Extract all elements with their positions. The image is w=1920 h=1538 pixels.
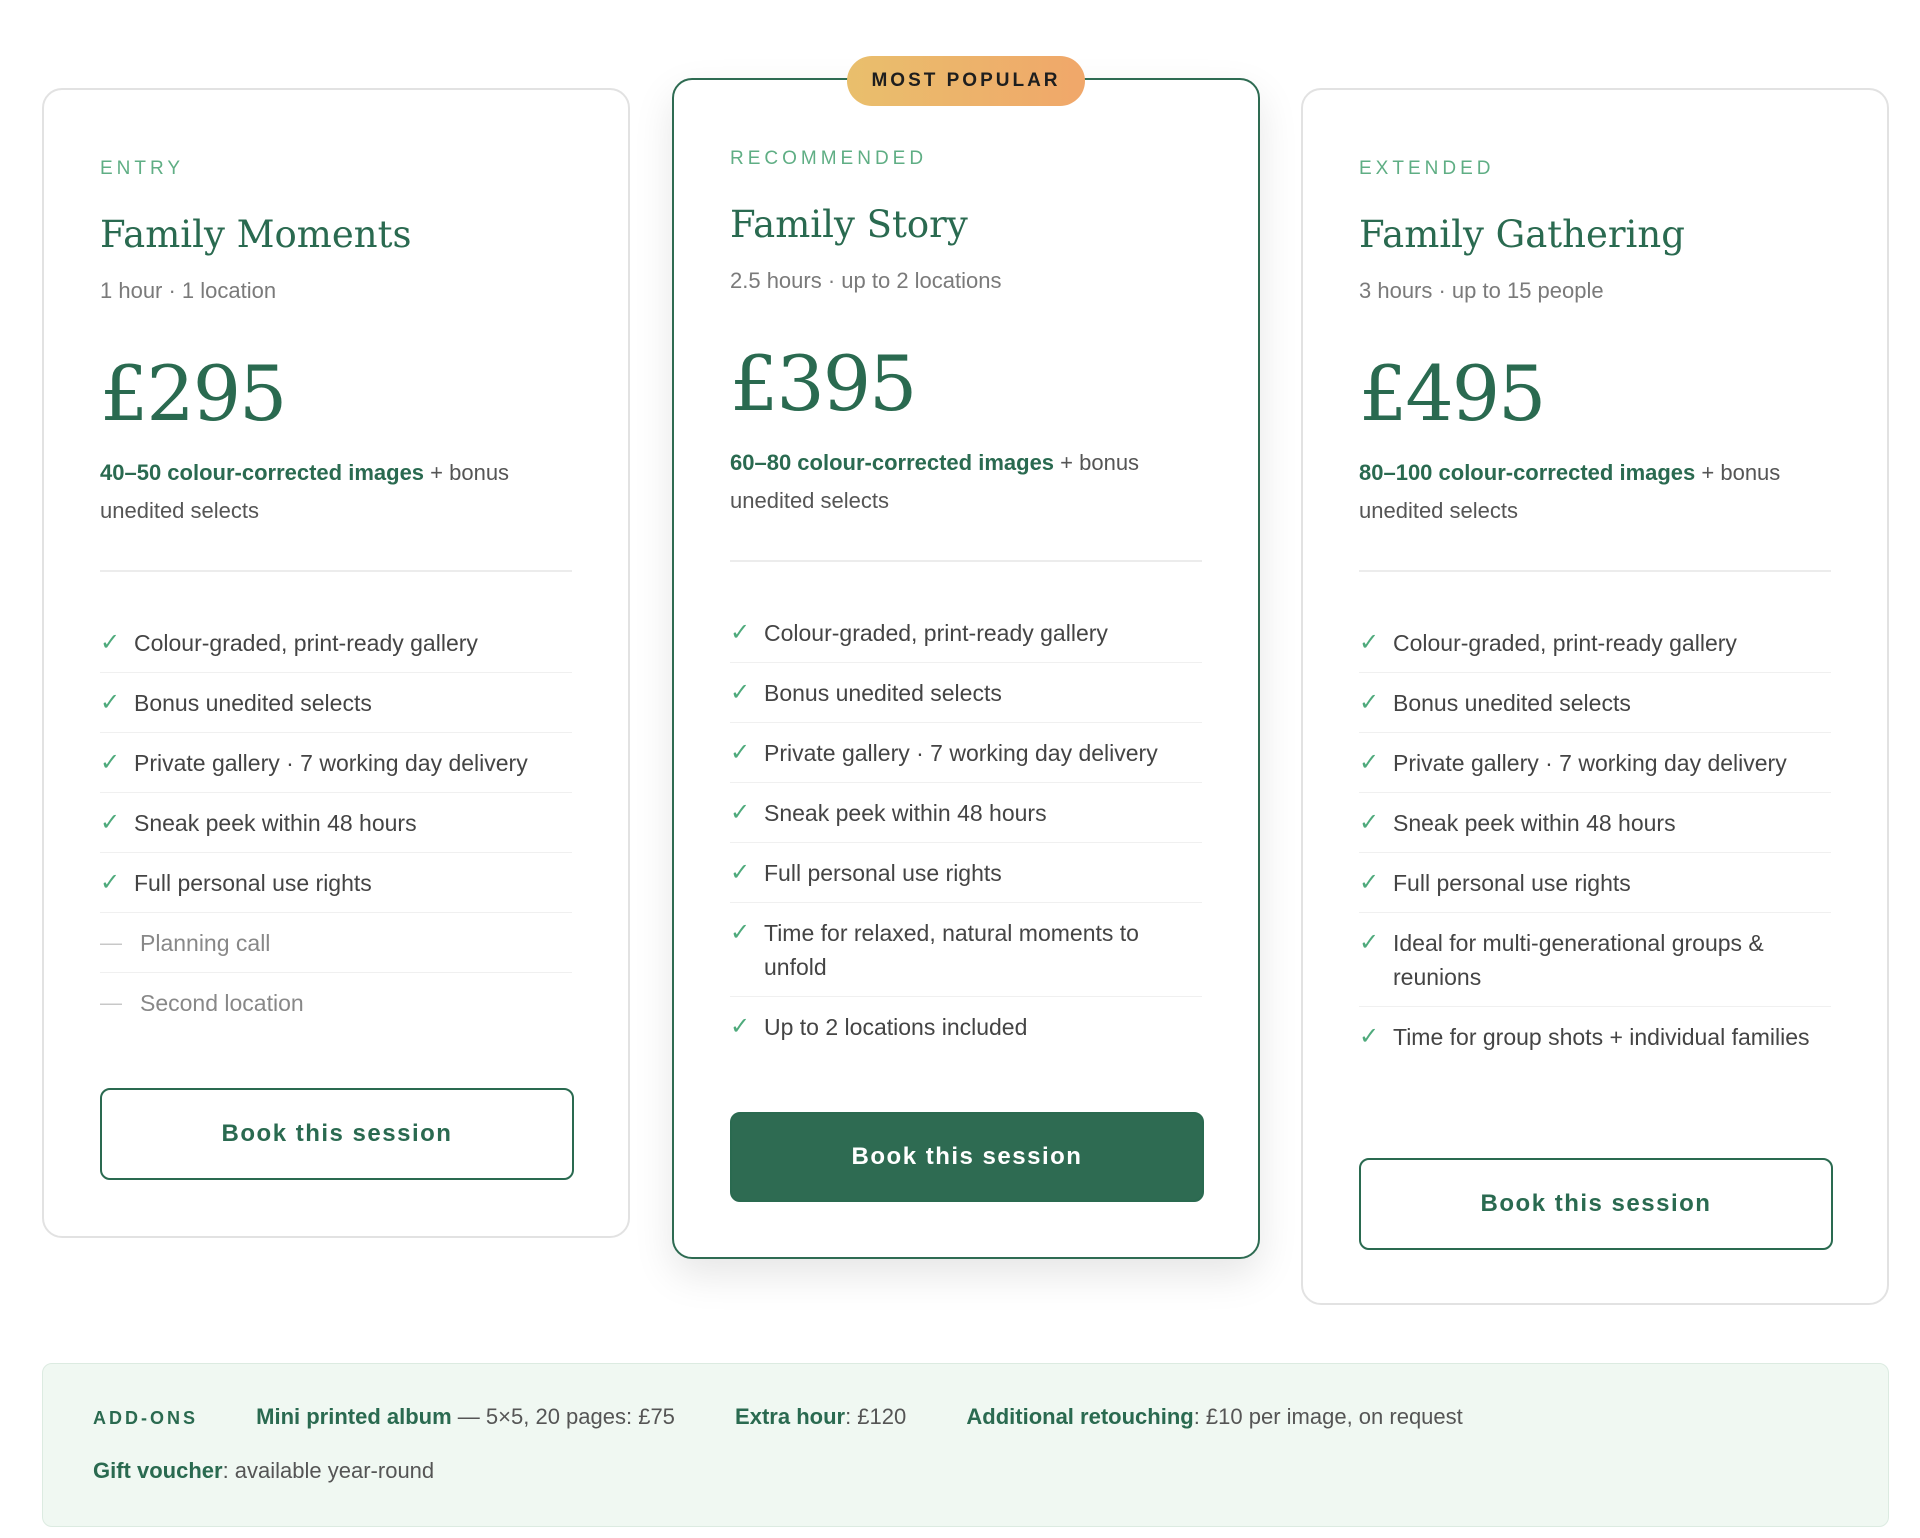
plan-images-description — [730, 444, 1202, 520]
check-icon: ✓ — [730, 859, 751, 886]
plan-images-description — [1359, 454, 1831, 530]
plan-tier-label: ENTRY — [100, 158, 185, 179]
plan-features — [100, 626, 572, 1032]
addon-gift-voucher — [93, 1458, 434, 1484]
check-icon: ✓ — [730, 799, 751, 826]
plan-price: £495 — [1359, 349, 1545, 438]
feature-item — [1359, 626, 1831, 673]
addon-extra-hour — [735, 1404, 906, 1430]
check-icon: ✓ — [100, 629, 121, 656]
book-session-button[interactable]: Book this session — [730, 1112, 1204, 1202]
feature-item — [100, 926, 572, 973]
addon-retouching — [966, 1404, 1462, 1430]
plan-meta: 1 hour · 1 location — [100, 278, 277, 303]
feature-item — [1359, 806, 1831, 853]
feature-text: Bonus unedited selects — [764, 680, 1002, 706]
feature-text: Full personal use rights — [764, 860, 1002, 886]
feature-item — [730, 736, 1202, 783]
check-icon: ✓ — [1359, 749, 1380, 776]
check-icon: ✓ — [1359, 809, 1380, 836]
most-popular-badge: MOST POPULAR — [847, 56, 1085, 106]
plan-images-count: 40–50 colour-corrected images — [100, 460, 425, 485]
plan-card-family-moments — [42, 88, 630, 1238]
plan-images-count: 80–100 colour-corrected images — [1359, 460, 1696, 485]
feature-item — [1359, 926, 1831, 1007]
plan-divider — [1359, 570, 1831, 572]
feature-item — [1359, 686, 1831, 733]
feature-item — [730, 676, 1202, 723]
feature-text: Up to 2 locations included — [764, 1014, 1028, 1040]
feature-item — [1359, 1020, 1831, 1066]
addon-name: Additional retouching — [966, 1404, 1194, 1429]
feature-text: Colour-graded, print-ready gallery — [134, 630, 478, 656]
addon-detail: — 5×5, 20 pages: £75 — [451, 1404, 675, 1429]
plan-divider — [730, 560, 1202, 562]
dash-icon: — — [100, 930, 122, 955]
addon-name: Mini printed album — [256, 1404, 452, 1429]
feature-text: Ideal for multi-generational groups & reunions — [1393, 930, 1764, 990]
check-icon: ✓ — [730, 1013, 751, 1040]
plan-features — [1359, 626, 1831, 1066]
check-icon: ✓ — [730, 679, 751, 706]
feature-text: Sneak peek within 48 hours — [1393, 810, 1676, 836]
check-icon: ✓ — [1359, 629, 1380, 656]
plan-images-extra: + bonus unedited selects — [730, 450, 1140, 513]
feature-text: Sneak peek within 48 hours — [134, 810, 417, 836]
feature-text: Second location — [140, 990, 304, 1016]
plan-tier-label: EXTENDED — [1359, 158, 1495, 179]
feature-text: Bonus unedited selects — [134, 690, 372, 716]
feature-item — [1359, 866, 1831, 913]
check-icon: ✓ — [1359, 1023, 1380, 1050]
plan-tier-label: RECOMMENDED — [730, 148, 928, 169]
feature-item — [730, 616, 1202, 663]
feature-text: Colour-graded, print-ready gallery — [764, 620, 1108, 646]
feature-item — [100, 986, 572, 1032]
book-session-button[interactable]: Book this session — [1359, 1158, 1833, 1250]
feature-text: Private gallery · 7 working day delivery — [764, 740, 1158, 766]
check-icon: ✓ — [730, 919, 751, 946]
book-session-button[interactable]: Book this session — [100, 1088, 574, 1180]
plan-meta: 3 hours · up to 15 people — [1359, 278, 1604, 303]
addons-label: ADD-ONS — [93, 1408, 198, 1428]
feature-text: Time for relaxed, natural moments to unfold — [764, 920, 1139, 980]
feature-item — [100, 806, 572, 853]
feature-item — [730, 1010, 1202, 1056]
feature-text: Time for group shots + individual families — [1393, 1024, 1810, 1050]
feature-item — [100, 626, 572, 673]
feature-text: Full personal use rights — [1393, 870, 1631, 896]
feature-item — [100, 686, 572, 733]
feature-text: Bonus unedited selects — [1393, 690, 1631, 716]
addons-panel — [42, 1363, 1889, 1527]
addon-name: Extra hour — [735, 1404, 846, 1429]
check-icon: ✓ — [100, 869, 121, 896]
plan-title: Family Story — [730, 203, 968, 246]
plan-images-extra: + bonus unedited selects — [1359, 460, 1781, 523]
addon-detail: : £120 — [845, 1404, 907, 1429]
feature-text: Private gallery · 7 working day delivery — [134, 750, 528, 776]
check-icon: ✓ — [100, 809, 121, 836]
feature-text: Planning call — [140, 930, 271, 956]
check-icon: ✓ — [1359, 929, 1380, 956]
check-icon: ✓ — [100, 749, 121, 776]
dash-icon: — — [100, 990, 122, 1015]
check-icon: ✓ — [1359, 869, 1380, 896]
feature-item — [100, 866, 572, 913]
feature-text: Full personal use rights — [134, 870, 372, 896]
plan-divider — [100, 570, 572, 572]
plan-images-extra: + bonus unedited selects — [100, 460, 510, 523]
plan-card-family-story — [672, 70, 1260, 1259]
addon-name: Gift voucher — [93, 1458, 223, 1483]
addons-row — [93, 1458, 488, 1484]
plan-images-description — [100, 454, 572, 530]
addon-detail: : available year-round — [222, 1458, 435, 1483]
plan-title: Family Moments — [100, 213, 412, 256]
feature-text: Private gallery · 7 working day delivery — [1393, 750, 1787, 776]
feature-text: Colour-graded, print-ready gallery — [1393, 630, 1737, 656]
feature-item — [730, 796, 1202, 843]
plan-meta: 2.5 hours · up to 2 locations — [730, 268, 1002, 293]
plan-title: Family Gathering — [1359, 213, 1685, 256]
check-icon: ✓ — [100, 689, 121, 716]
plan-images-count: 60–80 colour-corrected images — [730, 450, 1055, 475]
check-icon: ✓ — [1359, 689, 1380, 716]
addon-detail: : £10 per image, on request — [1193, 1404, 1463, 1429]
addons-row — [93, 1404, 1517, 1430]
plan-price: £395 — [730, 339, 916, 428]
feature-item — [730, 856, 1202, 903]
plan-card-family-gathering — [1301, 88, 1889, 1305]
check-icon: ✓ — [730, 739, 751, 766]
plan-features — [730, 616, 1202, 1056]
feature-item — [730, 916, 1202, 997]
feature-item — [100, 746, 572, 793]
feature-text: Sneak peek within 48 hours — [764, 800, 1047, 826]
addon-mini-album — [256, 1404, 675, 1430]
check-icon: ✓ — [730, 619, 751, 646]
plan-price: £295 — [100, 349, 286, 438]
feature-item — [1359, 746, 1831, 793]
